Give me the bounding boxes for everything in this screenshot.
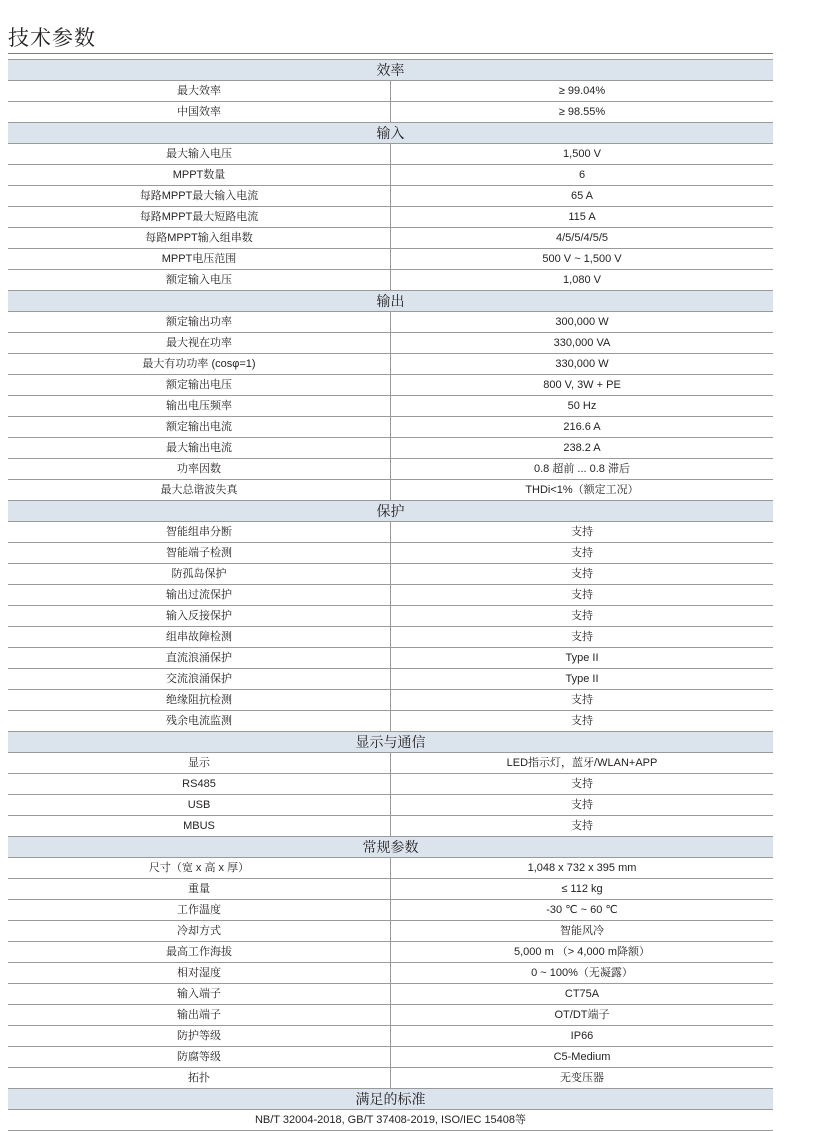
spec-label: RS485	[8, 774, 391, 795]
spec-row	[8, 1110, 773, 1131]
section-title: 常规参数	[8, 837, 773, 858]
spec-row	[8, 984, 773, 1005]
spec-label: 额定输出功率	[8, 312, 391, 333]
section-title: 满足的标准	[8, 1089, 773, 1110]
spec-label: 最大总谐波失真	[8, 480, 391, 501]
spec-value: 支持	[391, 543, 774, 564]
spec-label: USB	[8, 795, 391, 816]
spec-label: 相对湿度	[8, 963, 391, 984]
spec-value: 1,048 x 732 x 395 mm	[391, 858, 774, 879]
spec-value: LED指示灯，蓝牙/WLAN+APP	[391, 753, 774, 774]
spec-label: 输入反接保护	[8, 606, 391, 627]
spec-row	[8, 585, 773, 606]
spec-label: 输出端子	[8, 1005, 391, 1026]
spec-row	[8, 480, 773, 501]
spec-value: 支持	[391, 690, 774, 711]
spec-row	[8, 816, 773, 837]
spec-value: 5,000 m （> 4,000 m降额）	[391, 942, 774, 963]
spec-row	[8, 543, 773, 564]
spec-value: 支持	[391, 627, 774, 648]
spec-row	[8, 1068, 773, 1089]
spec-row	[8, 270, 773, 291]
spec-row	[8, 627, 773, 648]
spec-value: 支持	[391, 816, 774, 837]
spec-label: 每路MPPT输入组串数	[8, 228, 391, 249]
spec-label: 最大视在功率	[8, 333, 391, 354]
spec-row	[8, 900, 773, 921]
spec-value: 300,000 W	[391, 312, 774, 333]
section-header	[8, 732, 773, 753]
spec-label: 防护等级	[8, 1026, 391, 1047]
spec-value: OT/DT端子	[391, 1005, 774, 1026]
spec-row	[8, 963, 773, 984]
spec-value: ≥ 98.55%	[391, 102, 774, 123]
spec-label: 重量	[8, 879, 391, 900]
section-title: 输入	[8, 123, 773, 144]
spec-row	[8, 186, 773, 207]
section-header	[8, 837, 773, 858]
spec-value: 支持	[391, 585, 774, 606]
spec-row	[8, 753, 773, 774]
spec-label: 输出电压频率	[8, 396, 391, 417]
spec-label: 每路MPPT最大输入电流	[8, 186, 391, 207]
spec-label: 每路MPPT最大短路电流	[8, 207, 391, 228]
spec-label: 最大效率	[8, 81, 391, 102]
spec-value: 238.2 A	[391, 438, 774, 459]
spec-row	[8, 711, 773, 732]
section-header	[8, 60, 773, 81]
spec-value: ≥ 99.04%	[391, 81, 774, 102]
spec-value: 0 ~ 100%（无凝露）	[391, 963, 774, 984]
spec-value: 330,000 VA	[391, 333, 774, 354]
spec-value: ≤ 112 kg	[391, 879, 774, 900]
spec-label: MPPT电压范围	[8, 249, 391, 270]
spec-label: 尺寸（宽 x 高 x 厚）	[8, 858, 391, 879]
section-title: 效率	[8, 60, 773, 81]
spec-row	[8, 354, 773, 375]
spec-value: 无变压器	[391, 1068, 774, 1089]
spec-row	[8, 858, 773, 879]
spec-value: 115 A	[391, 207, 774, 228]
spec-row	[8, 459, 773, 480]
spec-row	[8, 1026, 773, 1047]
spec-label: 组串故障检测	[8, 627, 391, 648]
spec-row	[8, 102, 773, 123]
spec-label: 绝缘阻抗检测	[8, 690, 391, 711]
spec-label: 额定输出电压	[8, 375, 391, 396]
spec-row	[8, 879, 773, 900]
spec-value: 支持	[391, 564, 774, 585]
spec-value: 800 V, 3W + PE	[391, 375, 774, 396]
spec-row	[8, 375, 773, 396]
spec-value: 216.6 A	[391, 417, 774, 438]
spec-label: 显示	[8, 753, 391, 774]
spec-label: 交流浪涌保护	[8, 669, 391, 690]
spec-row	[8, 438, 773, 459]
spec-value: 500 V ~ 1,500 V	[391, 249, 774, 270]
spec-value: 330,000 W	[391, 354, 774, 375]
spec-row	[8, 81, 773, 102]
section-title: 保护	[8, 501, 773, 522]
spec-value: 50 Hz	[391, 396, 774, 417]
spec-value: CT75A	[391, 984, 774, 1005]
spec-row	[8, 942, 773, 963]
spec-label: 智能组串分断	[8, 522, 391, 543]
spec-row	[8, 1047, 773, 1068]
spec-label: 拓扑	[8, 1068, 391, 1089]
spec-table	[8, 59, 773, 1131]
spec-label: 最大有功功率 (cosφ=1)	[8, 354, 391, 375]
spec-label: 额定输入电压	[8, 270, 391, 291]
spec-label: 最大输出电流	[8, 438, 391, 459]
spec-row	[8, 795, 773, 816]
spec-row	[8, 522, 773, 543]
spec-row	[8, 207, 773, 228]
spec-row	[8, 312, 773, 333]
section-header	[8, 1089, 773, 1110]
spec-row	[8, 333, 773, 354]
spec-row	[8, 417, 773, 438]
spec-row	[8, 249, 773, 270]
spec-label: 最大输入电压	[8, 144, 391, 165]
spec-label: 直流浪涌保护	[8, 648, 391, 669]
spec-value: THDi<1%（额定工况）	[391, 480, 774, 501]
spec-value: -30 ℃ ~ 60 ℃	[391, 900, 774, 921]
spec-label: 防孤岛保护	[8, 564, 391, 585]
spec-value: Type II	[391, 648, 774, 669]
spec-value: 智能风冷	[391, 921, 774, 942]
spec-label: 额定输出电流	[8, 417, 391, 438]
spec-row	[8, 648, 773, 669]
page-title: 技术参数	[8, 27, 96, 50]
standards-value: NB/T 32004-2018, GB/T 37408-2019, ISO/IEC 15408等	[8, 1110, 773, 1131]
spec-row	[8, 774, 773, 795]
spec-value: 支持	[391, 774, 774, 795]
spec-row	[8, 228, 773, 249]
spec-row	[8, 669, 773, 690]
spec-label: 最高工作海拔	[8, 942, 391, 963]
spec-label: 中国效率	[8, 102, 391, 123]
spec-value: 支持	[391, 606, 774, 627]
spec-row	[8, 921, 773, 942]
spec-label: 输入端子	[8, 984, 391, 1005]
section-header	[8, 123, 773, 144]
section-header	[8, 291, 773, 312]
spec-value: 支持	[391, 711, 774, 732]
spec-label: MPPT数量	[8, 165, 391, 186]
spec-label: 冷却方式	[8, 921, 391, 942]
spec-value: IP66	[391, 1026, 774, 1047]
spec-value: 支持	[391, 795, 774, 816]
spec-value: 6	[391, 165, 774, 186]
spec-label: 智能端子检测	[8, 543, 391, 564]
spec-value: 0.8 超前 ... 0.8 滞后	[391, 459, 774, 480]
section-header	[8, 501, 773, 522]
spec-label: 残余电流监测	[8, 711, 391, 732]
spec-label: 功率因数	[8, 459, 391, 480]
spec-value: 1,500 V	[391, 144, 774, 165]
spec-row	[8, 564, 773, 585]
spec-row	[8, 606, 773, 627]
spec-value: Type II	[391, 669, 774, 690]
spec-row	[8, 690, 773, 711]
spec-value: 65 A	[391, 186, 774, 207]
spec-label: 输出过流保护	[8, 585, 391, 606]
spec-row	[8, 144, 773, 165]
spec-row	[8, 165, 773, 186]
spec-label: 工作温度	[8, 900, 391, 921]
spec-value: C5-Medium	[391, 1047, 774, 1068]
spec-label: 防腐等级	[8, 1047, 391, 1068]
spec-row	[8, 1005, 773, 1026]
spec-value: 4/5/5/4/5/5	[391, 228, 774, 249]
section-title: 输出	[8, 291, 773, 312]
title-divider	[8, 53, 773, 54]
spec-label: MBUS	[8, 816, 391, 837]
spec-value: 1,080 V	[391, 270, 774, 291]
spec-value: 支持	[391, 522, 774, 543]
spec-row	[8, 396, 773, 417]
section-title: 显示与通信	[8, 732, 773, 753]
